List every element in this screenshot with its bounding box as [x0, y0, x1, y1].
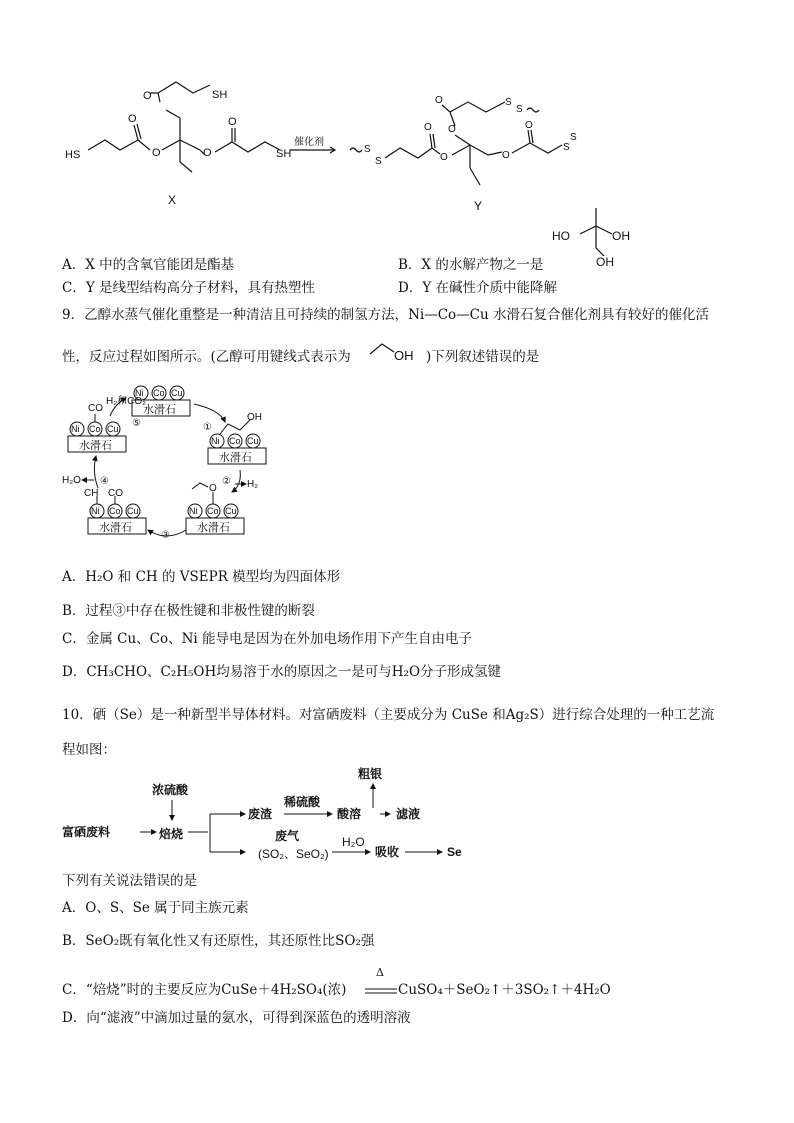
co-e: CO: [108, 488, 123, 499]
metal-co-d: Co: [207, 506, 219, 516]
step-1: ①: [203, 422, 212, 433]
waste-residue: 废渣: [248, 807, 273, 821]
triol-oh1: HO: [552, 229, 570, 243]
metal-cu-d: Cu: [225, 506, 237, 516]
q9-catalytic-cycle: [60, 380, 290, 550]
o-d: O: [209, 483, 217, 494]
y-label: Y: [474, 199, 483, 213]
x-o-right-carbonyl: O: [228, 116, 237, 128]
q10-question: 下列有关说法错误的是: [62, 873, 197, 889]
metal-cu-e: Cu: [127, 506, 139, 516]
q9-option-a: A．H₂O 和 CH 的 VSEPR 模型均为四面体形: [62, 569, 341, 585]
x-o-left: O: [128, 113, 137, 125]
q10-process-flow: [60, 762, 480, 868]
water: H₂O: [342, 835, 365, 849]
support-e: 水滑石: [99, 522, 132, 534]
q9-stem-line1: 9．乙醇水蒸气催化重整是一种清洁且可持续的制氢方法，Ni—Co—Cu 水滑石复合催化剂具有较好的催化活: [62, 307, 709, 323]
step-4: ④: [100, 476, 109, 487]
x-label: X: [168, 193, 177, 207]
q10-option-c-post: CuSO₄＋SeO₂↑＋3SO₂↑＋4H₂O: [398, 982, 611, 998]
y-s5: S: [563, 142, 570, 153]
q10-option-d: D．向“滤液”中滴加过量的氨水，可得到深蓝色的透明溶液: [62, 1010, 411, 1026]
q8-option-d: D．Y 在碱性介质中能降解: [398, 280, 558, 296]
metal-ni-a: Ni: [71, 424, 80, 434]
metal-cu-b: Cu: [171, 388, 183, 398]
y-s6: S: [570, 132, 577, 143]
x-o-right: O: [203, 147, 212, 159]
step-3: ③: [161, 530, 170, 541]
ch-e: CH: [84, 488, 99, 499]
q8-option-a: A．X 中的含氧官能团是酯基: [62, 257, 235, 273]
gas-composition: (SO₂、SeO₂): [258, 847, 329, 861]
raw-material: 富硒废料: [62, 825, 111, 839]
triol-oh3: OH: [596, 255, 614, 269]
x-o-ester: O: [152, 147, 161, 159]
q10-option-c-pre: C．“焙烧”时的主要反应为CuSe＋4H₂SO₄(浓): [62, 982, 347, 998]
waste-gas: 废气: [275, 829, 300, 843]
q9-option-c: C．金属 Cu、Co、Ni 能导电是因为在外加电场作用下产生自由电子: [62, 631, 473, 647]
y-o4: O: [525, 120, 533, 131]
x-sh-right: SH: [276, 148, 292, 160]
absorb: 吸收: [375, 845, 400, 859]
x-o-carbonyl: O: [143, 90, 152, 102]
x-sh-top: SH: [212, 89, 228, 101]
y-o6: O: [435, 95, 443, 106]
metal-co-c: Co: [229, 436, 241, 446]
dilute-acid: 稀硫酸: [284, 795, 321, 809]
filtrate: 滤液: [396, 807, 421, 821]
crude-silver: 粗银: [358, 767, 383, 781]
catalyst-label: 催化剂: [294, 137, 324, 148]
h2-co2-label: H₂和CO₂: [106, 396, 146, 407]
triol-oh2: OH: [612, 229, 630, 243]
metal-ni-c: Ni: [211, 436, 220, 446]
x-sh-left: HS: [65, 149, 81, 161]
q10-stem-line2: 程如图：: [62, 742, 116, 758]
h2o-e: H₂O: [62, 475, 81, 486]
q10-stem-line1: 10．硒（Se）是一种新型半导体材料。对富硒废料（主要成分为 CuSe 和Ag₂S）进行综合处理的一种工艺流: [62, 707, 715, 723]
h2-d: H₂: [247, 479, 259, 490]
support-d: 水滑石: [197, 522, 230, 534]
q8-option-b: B．X 的水解产物之一是: [398, 257, 544, 273]
support-a: 水滑石: [79, 440, 112, 452]
acid-dissolve: 酸溶: [337, 807, 362, 821]
oh-c: OH: [247, 412, 262, 423]
metal-co-b: Co: [153, 388, 165, 398]
q9-stem-line2b: )下列叙述错误的是: [426, 349, 540, 365]
metal-ni-d: Ni: [189, 506, 198, 516]
q10-option-c-equals: [364, 986, 398, 996]
metal-ni-b: Ni: [135, 388, 144, 398]
y-o2: O: [440, 152, 448, 163]
q9-stem-line2a: 性，反应过程如图所示。(乙醇可用键线式表示为: [62, 349, 351, 365]
y-o3: O: [502, 150, 510, 161]
y-o1: O: [424, 122, 432, 133]
metal-co-a: Co: [89, 424, 101, 434]
metal-cu-c: Cu: [247, 436, 259, 446]
y-o5: O: [448, 124, 456, 135]
metal-co-e: Co: [109, 506, 121, 516]
ethanol-skeletal: [366, 332, 432, 366]
q8-option-c: C．Y 是线型结构高分子材料，具有热塑性: [62, 280, 316, 296]
y-s4: S: [516, 104, 523, 115]
ethanol-oh: OH: [394, 348, 414, 363]
step-2: ②: [222, 476, 231, 487]
q9-option-d: D．CH₃CHO、C₂H₅OH均易溶于水的原因之一是可与H₂O分子形成氢键: [62, 664, 502, 680]
metal-cu-a: Cu: [107, 424, 119, 434]
y-s2: S: [375, 156, 382, 167]
q10-option-a: A．O、S、Se 属于同主族元素: [62, 900, 249, 916]
se-product: Se: [447, 845, 462, 859]
support-b: 水滑石: [143, 404, 176, 416]
step-5: ⑤: [132, 418, 141, 429]
support-c: 水滑石: [219, 452, 252, 464]
y-s1: S: [364, 144, 371, 155]
co-a: CO: [88, 403, 103, 414]
q10-option-b: B．SeO₂既有氧化性又有还原性，其还原性比SO₂强: [62, 933, 375, 949]
roast: 焙烧: [159, 827, 184, 841]
metal-ni-e: Ni: [91, 506, 100, 516]
q10-option-c-delta: Δ: [376, 966, 384, 979]
q9-option-b: B．过程③中存在极性键和非极性键的断裂: [62, 603, 315, 619]
conc-acid: 浓硫酸: [152, 783, 189, 797]
y-s3: S: [505, 97, 512, 108]
q8-structures: [0, 0, 794, 280]
